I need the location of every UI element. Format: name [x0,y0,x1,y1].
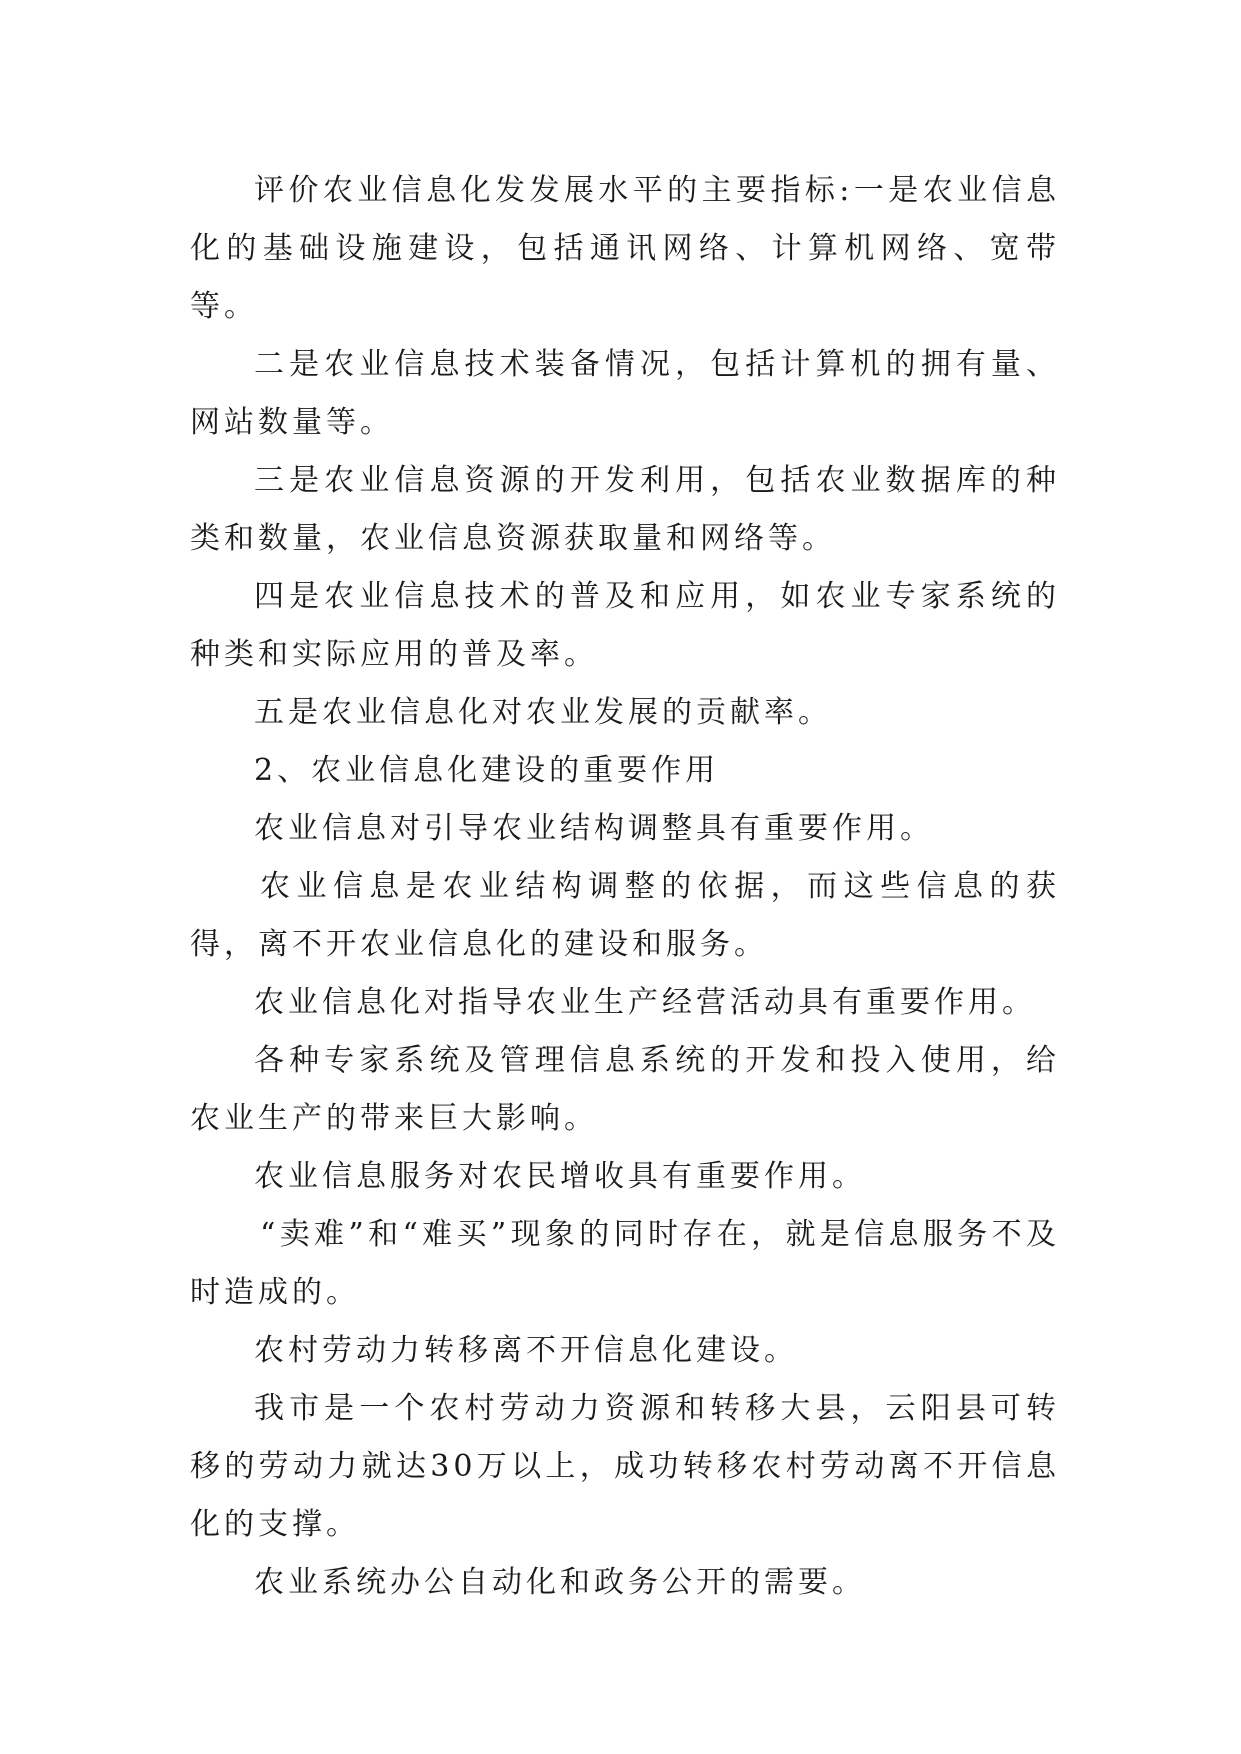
paragraph: 评价农业信息化发发展水平的主要指标:一是农业信息化的基础设施建设，包括通讯网络、计算机网络、宽带等。 [190,173,1060,324]
paragraph: 农村劳动力转移离不开信息化建设。 [254,1333,798,1368]
paragraph: 农业系统办公自动化和政务公开的需要。 [254,1565,866,1600]
paragraph: “卖难”和“难买”现象的同时存在，就是信息服务不及时造成的。 [190,1217,1060,1310]
section-heading: 2、农业信息化建设的重要作用 [254,753,720,788]
paragraph: 农业信息是农业结构调整的依据，而这些信息的获得，离不开农业信息化的建设和服务。 [190,869,1060,962]
paragraph: 二是农业信息技术装备情况，包括计算机的拥有量、网站数量等。 [190,347,1060,440]
paragraph: 四是农业信息技术的普及和应用，如农业专家系统的种类和实际应用的普及率。 [190,579,1060,672]
paragraph: 三是农业信息资源的开发利用，包括农业数据库的种类和数量，农业信息资源获取量和网络等。 [190,463,1060,556]
paragraph: 农业信息对引导农业结构调整具有重要作用。 [254,811,934,846]
paragraph: 农业信息化对指导农业生产经营活动具有重要作用。 [254,985,1036,1020]
document-body [190,162,1060,1612]
paragraph: 各种专家系统及管理信息系统的开发和投入使用，给农业生产的带来巨大影响。 [190,1043,1060,1136]
paragraph: 农业信息服务对农民增收具有重要作用。 [254,1159,866,1194]
paragraph: 我市是一个农村劳动力资源和转移大县，云阳县可转移的劳动力就达30万以上，成功转移农村劳动离不开信息化的支撑。 [190,1391,1060,1542]
paragraph: 五是农业信息化对农业发展的贡献率。 [254,695,832,730]
